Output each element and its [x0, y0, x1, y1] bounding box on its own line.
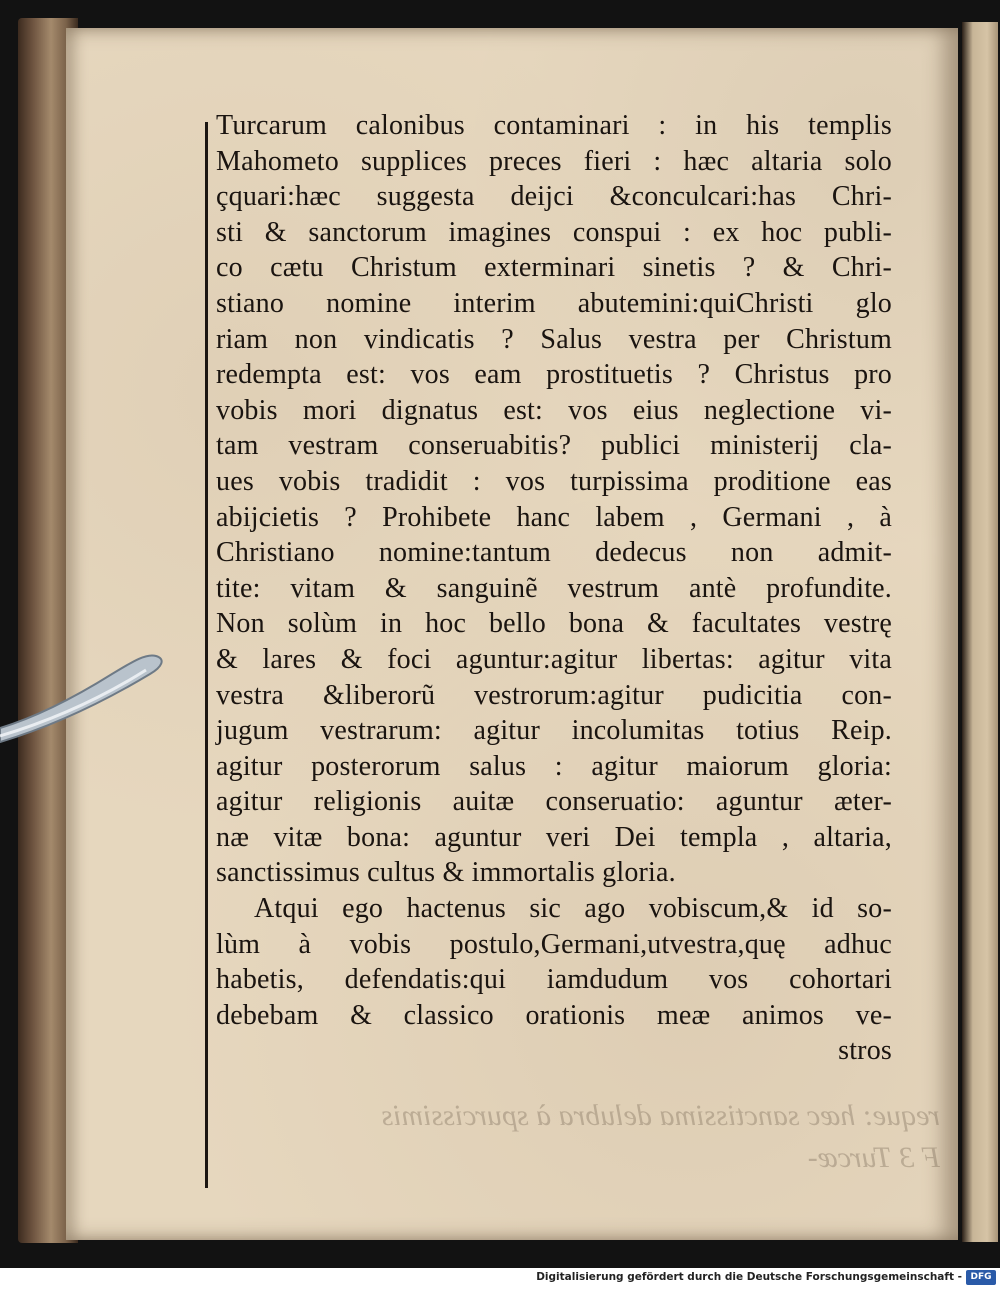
funding-credit: Digitalisierung gefördert durch die Deutsche Forschungsgemeinschaft -	[536, 1271, 962, 1283]
text-line: debebam & classico orationis meæ animos ve-	[216, 999, 892, 1031]
text-line: Atqui ego hactenus sic ago vobiscum,& id so-	[254, 893, 892, 925]
bleed-line-2: F 3 Turcæ-	[807, 1141, 940, 1174]
text-line: tite: vitam & sanguinẽ vestrum antè profundite.	[216, 572, 892, 604]
text-line: çquari:hæc suggesta deijci &conculcari:has Chri-	[216, 181, 892, 213]
catchword: stros	[838, 1035, 892, 1067]
text-line: jugum vestrarum: agitur incolumitas totius Reip.	[216, 715, 892, 747]
page-text	[216, 108, 892, 1069]
text-line: & lares & foci aguntur:agitur libertas: agitur vita	[216, 643, 892, 675]
text-line: vestra &liberorũ vestrorum:agitur pudicitia con-	[216, 679, 892, 711]
text-line: sti & sanctorum imagines conspui : ex hoc publi-	[216, 216, 892, 248]
text-line: agitur religionis auitæ conseruatio: aguntur æter-	[216, 786, 892, 818]
text-line: habetis, defendatis:qui iamdudum vos cohortari	[216, 964, 892, 996]
text-line: co cætu Christum exterminari sinetis ? & Chri-	[216, 252, 892, 284]
text-line: tam vestram conseruabitis? publici ministerij cla-	[216, 430, 892, 462]
dfg-logo: DFG	[966, 1270, 996, 1285]
text-line: Turcarum calonibus contaminari : in his templis	[216, 110, 892, 141]
text-line: næ vitæ bona: aguntur veri Dei templa , altaria,	[216, 821, 892, 853]
text-line: agitur posterorum salus : agitur maiorum gloria:	[216, 750, 892, 782]
text-line: redempta est: vos eam prostituetis ? Christus pro	[216, 359, 892, 391]
text-line: lùm à vobis postulo,Germani,utvestra,quę adhuc	[216, 928, 892, 960]
bleed-through-text	[180, 1095, 940, 1205]
text-line: Non solùm in hoc bello bona & facultates vestrę	[216, 608, 892, 640]
facing-page-edge	[962, 22, 998, 1242]
metal-clip	[0, 650, 170, 760]
text-line: Mahometo supplices preces fieri : hæc altaria solo	[216, 145, 892, 177]
margin-rule	[205, 122, 208, 1188]
text-line: vobis mori dignatus est: vos eius neglectione vi-	[216, 394, 892, 426]
bleed-line-1: reque: hæc sanctissima delubra à spurcissimis	[381, 1099, 940, 1132]
text-line: Christiano nomine:tantum dedecus non admit-	[216, 537, 892, 569]
text-line: sanctissimus cultus & immortalis gloria.	[216, 857, 676, 889]
footer-bar	[0, 1268, 1000, 1289]
text-line: abijcietis ? Prohibete hanc labem , Germani , à	[216, 501, 892, 533]
text-line: riam non vindicatis ? Salus vestra per Christum	[216, 323, 892, 355]
text-line: stiano nomine interim abutemini:quiChristi glo	[216, 287, 892, 319]
text-line: ues vobis tradidit : vos turpissima proditione eas	[216, 465, 892, 497]
